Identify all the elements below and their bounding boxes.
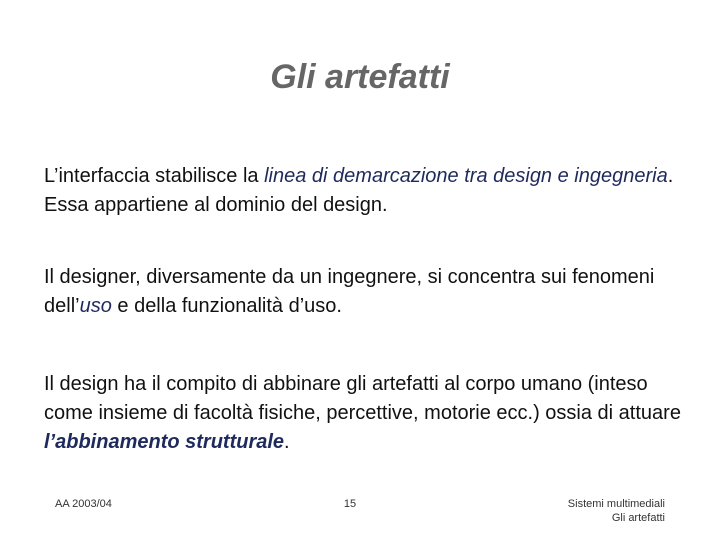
paragraph-text: . Essa appartiene al dominio del design. [44, 165, 674, 216]
paragraph-structural-matching [44, 370, 684, 457]
footer-section-name: Gli artefatti [611, 512, 665, 524]
paragraph-text: Il design ha il compito di abbinare gli artefatti al corpo umano (inteso come insieme di facoltà fisiche, percettive, motorie ecc.) ossia di attuare [44, 373, 681, 424]
emphasis-text: linea di demarcazione tra design e ingegneria [264, 165, 668, 187]
paragraph-text: e della funzionalità d’uso. [111, 295, 342, 317]
paragraph-designer-use [44, 263, 684, 321]
emphasis-text: l’abbinamento strutturale [44, 431, 285, 453]
paragraph-interface-demarcation [44, 162, 684, 220]
paragraph-text: . [284, 431, 290, 453]
slide-title: Gli artefatti [270, 58, 450, 96]
footer-course-info [568, 497, 665, 525]
footer-academic-year: AA 2003/04 [55, 498, 112, 510]
paragraph-text: Il designer, diversamente da un ingegnere, si concentra sui fenomeni dell’ [44, 266, 655, 317]
footer-course-name: Sistemi multimediali [567, 498, 665, 510]
paragraph-text: L’interfaccia stabilisce la [44, 165, 265, 187]
emphasis-text: uso [79, 295, 112, 317]
footer-page-number: 15 [343, 498, 357, 510]
